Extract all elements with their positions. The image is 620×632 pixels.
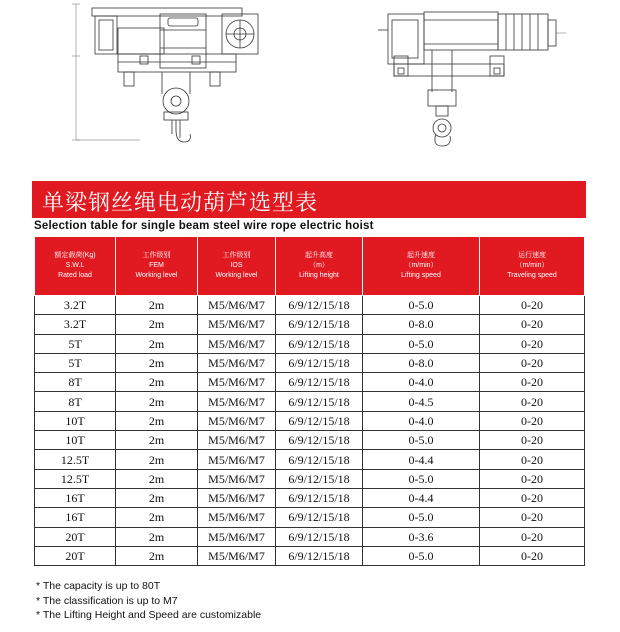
fem-level-cell: 2m (116, 411, 198, 430)
table-row (35, 353, 585, 372)
header-traveling-speed (480, 237, 585, 296)
traveling-speed-cell: 0-20 (480, 353, 585, 372)
lifting-height-cell: 6/9/12/15/18 (276, 296, 363, 315)
header-line3: Lifting speed (401, 272, 441, 279)
lifting-speed-cell: 0-4.0 (363, 373, 480, 392)
lifting-speed-cell: 0-5.0 (363, 296, 480, 315)
page-title: 单梁钢丝绳电动葫芦选型表 (42, 191, 319, 216)
lifting-speed-cell: 0-4.4 (363, 450, 480, 469)
rated-load-cell: 3.2T (35, 315, 116, 334)
traveling-speed-cell: 0-20 (480, 373, 585, 392)
table-row (35, 334, 585, 353)
header-cn: 额定载荷(Kg) (54, 252, 96, 259)
fem-level-cell: 2m (116, 353, 198, 372)
fem-level-cell: 2m (116, 546, 198, 565)
lifting-height-cell: 6/9/12/15/18 (276, 450, 363, 469)
header-lifting-height (276, 237, 363, 296)
lifting-height-cell: 6/9/12/15/18 (276, 546, 363, 565)
rated-load-cell: 16T (35, 488, 116, 507)
fem-level-cell: 2m (116, 469, 198, 488)
lifting-speed-cell: 0-5.0 (363, 431, 480, 450)
fem-level-cell: 2m (116, 315, 198, 334)
lifting-height-cell: 6/9/12/15/18 (276, 431, 363, 450)
ios-level-cell: M5/M6/M7 (198, 373, 276, 392)
fem-level-cell: 2m (116, 296, 198, 315)
fem-level-cell: 2m (116, 431, 198, 450)
lifting-speed-cell: 0-4.0 (363, 411, 480, 430)
header-line2: （m/min） (404, 262, 438, 269)
table-row (35, 392, 585, 411)
header-lifting-speed (363, 237, 480, 296)
table-row (35, 431, 585, 450)
rated-load-cell: 8T (35, 373, 116, 392)
fem-level-cell: 2m (116, 488, 198, 507)
table-row (35, 411, 585, 430)
header-ios-level (198, 237, 276, 296)
lifting-speed-cell: 0-5.0 (363, 334, 480, 353)
traveling-speed-cell: 0-20 (480, 508, 585, 527)
ios-level-cell: M5/M6/M7 (198, 450, 276, 469)
traveling-speed-cell: 0-20 (480, 411, 585, 430)
hoist-front-view-drawing (378, 12, 566, 146)
hoist-technical-drawings (0, 0, 620, 178)
header-line2: （m/min） (515, 262, 549, 269)
ios-level-cell: M5/M6/M7 (198, 296, 276, 315)
rated-load-cell: 10T (35, 431, 116, 450)
title-banner (32, 181, 586, 218)
table-row (35, 450, 585, 469)
ios-level-cell: M5/M6/M7 (198, 546, 276, 565)
table-row (35, 469, 585, 488)
traveling-speed-cell: 0-20 (480, 488, 585, 507)
lifting-height-cell: 6/9/12/15/18 (276, 392, 363, 411)
rated-load-cell: 5T (35, 334, 116, 353)
note-classification: * The classification is up to M7 (36, 594, 178, 607)
lifting-speed-cell: 0-5.0 (363, 508, 480, 527)
ios-level-cell: M5/M6/M7 (198, 392, 276, 411)
rated-load-cell: 20T (35, 546, 116, 565)
rated-load-cell: 20T (35, 527, 116, 546)
table-row (35, 373, 585, 392)
table-row (35, 296, 585, 315)
rated-load-cell: 12.5T (35, 469, 116, 488)
ios-level-cell: M5/M6/M7 (198, 353, 276, 372)
header-line3: Working level (215, 272, 258, 279)
table-row (35, 527, 585, 546)
ios-level-cell: M5/M6/M7 (198, 315, 276, 334)
ios-level-cell: M5/M6/M7 (198, 411, 276, 430)
header-cn: 运行速度 (518, 252, 546, 259)
table-body (35, 296, 585, 566)
lifting-speed-cell: 0-8.0 (363, 315, 480, 334)
lifting-height-cell: 6/9/12/15/18 (276, 373, 363, 392)
table-row (35, 546, 585, 565)
lifting-height-cell: 6/9/12/15/18 (276, 488, 363, 507)
traveling-speed-cell: 0-20 (480, 431, 585, 450)
lifting-speed-cell: 0-3.6 (363, 527, 480, 546)
header-line3: Rated load (58, 272, 92, 279)
header-line3: Lifting height (299, 272, 339, 279)
header-cn: 工作级别 (222, 252, 251, 259)
ios-level-cell: M5/M6/M7 (198, 334, 276, 353)
ios-level-cell: M5/M6/M7 (198, 431, 276, 450)
header-line3: Traveling speed (507, 272, 557, 279)
header-fem-level (116, 237, 198, 296)
table-row (35, 508, 585, 527)
rated-load-cell: 16T (35, 508, 116, 527)
lifting-speed-cell: 0-5.0 (363, 546, 480, 565)
lifting-height-cell: 6/9/12/15/18 (276, 527, 363, 546)
fem-level-cell: 2m (116, 508, 198, 527)
fem-level-cell: 2m (116, 373, 198, 392)
fem-level-cell: 2m (116, 527, 198, 546)
lifting-speed-cell: 0-4.5 (363, 392, 480, 411)
table-row (35, 488, 585, 507)
traveling-speed-cell: 0-20 (480, 392, 585, 411)
lifting-speed-cell: 0-8.0 (363, 353, 480, 372)
lifting-height-cell: 6/9/12/15/18 (276, 315, 363, 334)
selection-table (34, 236, 585, 566)
fem-level-cell: 2m (116, 334, 198, 353)
table-row (35, 315, 585, 334)
lifting-speed-cell: 0-5.0 (363, 469, 480, 488)
lifting-height-cell: 6/9/12/15/18 (276, 334, 363, 353)
traveling-speed-cell: 0-20 (480, 296, 585, 315)
note-capacity: * The capacity is up to 80T (36, 580, 161, 592)
table-header-row (35, 237, 585, 296)
header-line2: FEM (149, 262, 164, 269)
rated-load-cell: 3.2T (35, 296, 116, 315)
header-line2: S.W.L (65, 262, 85, 269)
header-line2: （m） (309, 262, 329, 269)
rated-load-cell: 10T (35, 411, 116, 430)
ios-level-cell: M5/M6/M7 (198, 527, 276, 546)
ios-level-cell: M5/M6/M7 (198, 508, 276, 527)
header-cn: 起升速度 (407, 252, 435, 259)
header-cn: 工作级别 (142, 252, 171, 259)
fem-level-cell: 2m (116, 450, 198, 469)
ios-level-cell: M5/M6/M7 (198, 488, 276, 507)
lifting-height-cell: 6/9/12/15/18 (276, 353, 363, 372)
notes (36, 579, 261, 623)
rated-load-cell: 12.5T (35, 450, 116, 469)
traveling-speed-cell: 0-20 (480, 334, 585, 353)
header-cn: 起升高度 (305, 252, 333, 259)
header-line2: IOS (230, 262, 243, 269)
traveling-speed-cell: 0-20 (480, 315, 585, 334)
traveling-speed-cell: 0-20 (480, 527, 585, 546)
note-customizable: * The Lifting Height and Speed are customizable (36, 609, 262, 621)
rated-load-cell: 8T (35, 392, 116, 411)
lifting-height-cell: 6/9/12/15/18 (276, 469, 363, 488)
traveling-speed-cell: 0-20 (480, 469, 585, 488)
fem-level-cell: 2m (116, 392, 198, 411)
ios-level-cell: M5/M6/M7 (198, 469, 276, 488)
lifting-height-cell: 6/9/12/15/18 (276, 411, 363, 430)
rated-load-cell: 5T (35, 353, 116, 372)
header-line3: Working level (135, 272, 178, 279)
page-subtitle: Selection table for single beam steel wire rope electric hoist (34, 220, 374, 232)
lifting-speed-cell: 0-4.4 (363, 488, 480, 507)
traveling-speed-cell: 0-20 (480, 546, 585, 565)
lifting-height-cell: 6/9/12/15/18 (276, 508, 363, 527)
header-rated-load (35, 237, 116, 296)
traveling-speed-cell: 0-20 (480, 450, 585, 469)
hoist-side-view-drawing (72, 4, 258, 142)
